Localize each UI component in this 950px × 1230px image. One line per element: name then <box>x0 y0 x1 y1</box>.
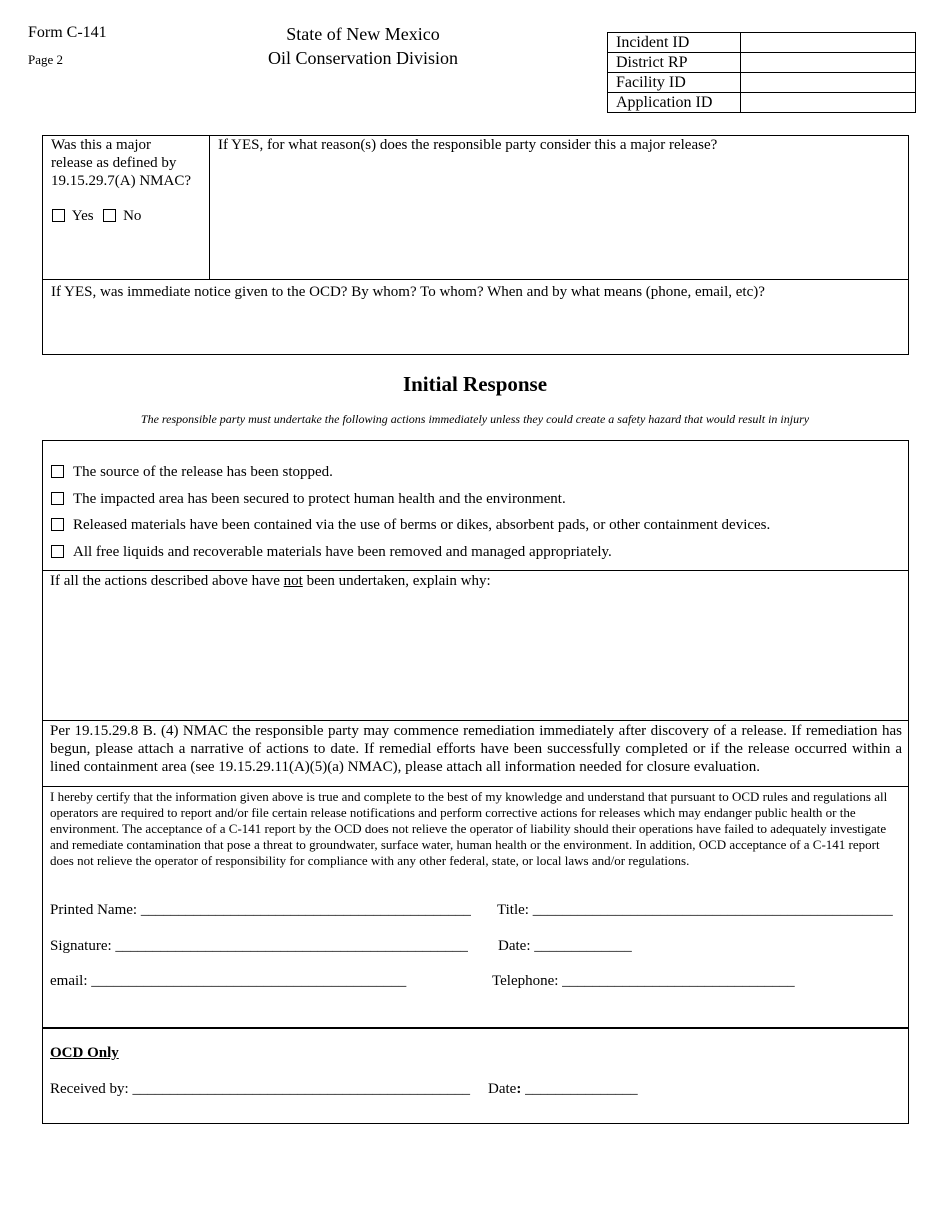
explain-suffix: been undertaken, explain why: <box>302 573 491 589</box>
initial-response-note: The responsible party must undertake the following actions immediately unless they could create a safety hazard that would result in injury <box>140 412 810 426</box>
id-table <box>607 32 916 113</box>
ocd-date-colon: : <box>516 1081 522 1097</box>
facility-id-label: Facility ID <box>608 73 741 93</box>
action-item-source-stopped <box>51 463 333 481</box>
explain-divider <box>42 720 909 721</box>
district-rp-label: District RP <box>608 53 741 73</box>
id-row-district <box>608 53 916 73</box>
id-row-facility <box>608 73 916 93</box>
received-by-field[interactable]: Received by: _____________________________________________ <box>50 1081 470 1097</box>
ocd-date-field[interactable] <box>488 1081 638 1098</box>
application-id-field[interactable] <box>741 93 916 113</box>
id-row-application <box>608 93 916 113</box>
incident-id-label: Incident ID <box>608 33 741 53</box>
action-label-4: All free liquids and recoverable materials have been removed and managed appropriately. <box>73 544 612 560</box>
no-checkbox[interactable] <box>103 209 116 222</box>
signature-field[interactable]: Signature: _______________________________________________ <box>50 938 468 954</box>
agency-line-1: State of New Mexico <box>286 24 440 44</box>
action-checkbox-3[interactable] <box>51 518 64 531</box>
ocd-date-label: Date <box>488 1081 517 1097</box>
id-row-incident <box>608 33 916 53</box>
agency-name <box>252 22 474 70</box>
incident-id-field[interactable] <box>741 33 916 53</box>
district-rp-field[interactable] <box>741 53 916 73</box>
actions-divider <box>42 570 909 571</box>
ocd-only-title: OCD Only <box>50 1045 119 1061</box>
action-label-2: The impacted area has been secured to protect human health and the environment. <box>73 491 566 507</box>
agency-line-2: Oil Conservation Division <box>268 48 458 68</box>
title-field[interactable]: Title: ________________________________________________ <box>497 902 893 918</box>
email-field[interactable]: email: __________________________________________ <box>50 973 407 989</box>
facility-id-field[interactable] <box>741 73 916 93</box>
action-item-materials-contained <box>51 516 770 534</box>
ocd-divider <box>42 1027 909 1029</box>
initial-response-title: Initial Response <box>402 372 548 396</box>
certification-text: I hereby certify that the information given above is true and complete to the best of my knowledge and understand that pursuant to OCD rules and regulations all operators are required to report and/or file certain release notifications and perform corrective actions for releases which may endanger public health or the environment. The acceptance of a C-141 report by the OCD does not relieve the operator of liability should their operations have failed to adequately investigate and remediate contamination that pose a threat to groundwater, surface water, human health or the environment. In addition, OCD acceptance of a C-141 report does not relieve the operator of responsibility for compliance with any other federal, state, or local laws and/or regulations. <box>50 789 888 868</box>
major-release-question <box>51 136 206 190</box>
action-item-liquids-removed <box>51 543 612 561</box>
major-reason-field[interactable] <box>212 160 904 275</box>
page-number: Page 2 <box>28 52 64 67</box>
remediation-text: Per 19.15.29.8 B. (4) NMAC the responsible party may commence remediation immediately after discovery of a release. If remediation has begun, please attach a narrative of actions to date. If remedial efforts have been successfully completed or if the release occurred within a lined containment area (see 19.15.29.11(A)(5)(a) NMAC), please attach all information needed for closure evaluation. <box>50 723 902 775</box>
action-checkbox-4[interactable] <box>51 545 64 558</box>
major-release-question-line-1: Was this a major <box>51 137 152 153</box>
notice-field[interactable] <box>46 304 904 351</box>
major-release-question-line-3: 19.15.29.7(A) NMAC? <box>51 173 191 189</box>
action-label-3: Released materials have been contained via the use of berms or dikes, absorbent pads, or other containment devices. <box>73 517 771 533</box>
explain-prefix: If all the actions described above have <box>50 573 284 589</box>
explain-prompt <box>50 572 900 590</box>
form-id: Form C-141 <box>28 24 107 41</box>
major-release-divider <box>209 135 210 280</box>
action-checkbox-1[interactable] <box>51 465 64 478</box>
notice-prompt: If YES, was immediate notice given to the OCD? By whom? To whom? When and by what means (phone, email, etc)? <box>51 284 765 300</box>
major-reason-prompt: If YES, for what reason(s) does the responsible party consider this a major release? <box>218 137 718 153</box>
remediation-divider <box>42 786 909 787</box>
explain-field[interactable] <box>46 593 904 716</box>
date-field[interactable]: Date: _____________ <box>498 938 632 954</box>
telephone-field[interactable]: Telephone: _______________________________ <box>492 973 795 989</box>
no-label: No <box>123 208 142 224</box>
ocd-date-line: _______________ <box>521 1081 638 1097</box>
action-item-area-secured <box>51 490 566 508</box>
notice-divider <box>42 279 909 280</box>
yes-no-group <box>52 207 141 225</box>
action-checkbox-2[interactable] <box>51 492 64 505</box>
application-id-label: Application ID <box>608 93 741 113</box>
yes-checkbox[interactable] <box>52 209 65 222</box>
printed-name-field[interactable]: Printed Name: ____________________________________________ <box>50 902 471 918</box>
action-label-1: The source of the release has been stopped. <box>73 464 333 480</box>
yes-label: Yes <box>71 208 94 224</box>
major-release-question-line-2: release as defined by <box>51 155 177 171</box>
explain-not: not <box>283 573 303 589</box>
